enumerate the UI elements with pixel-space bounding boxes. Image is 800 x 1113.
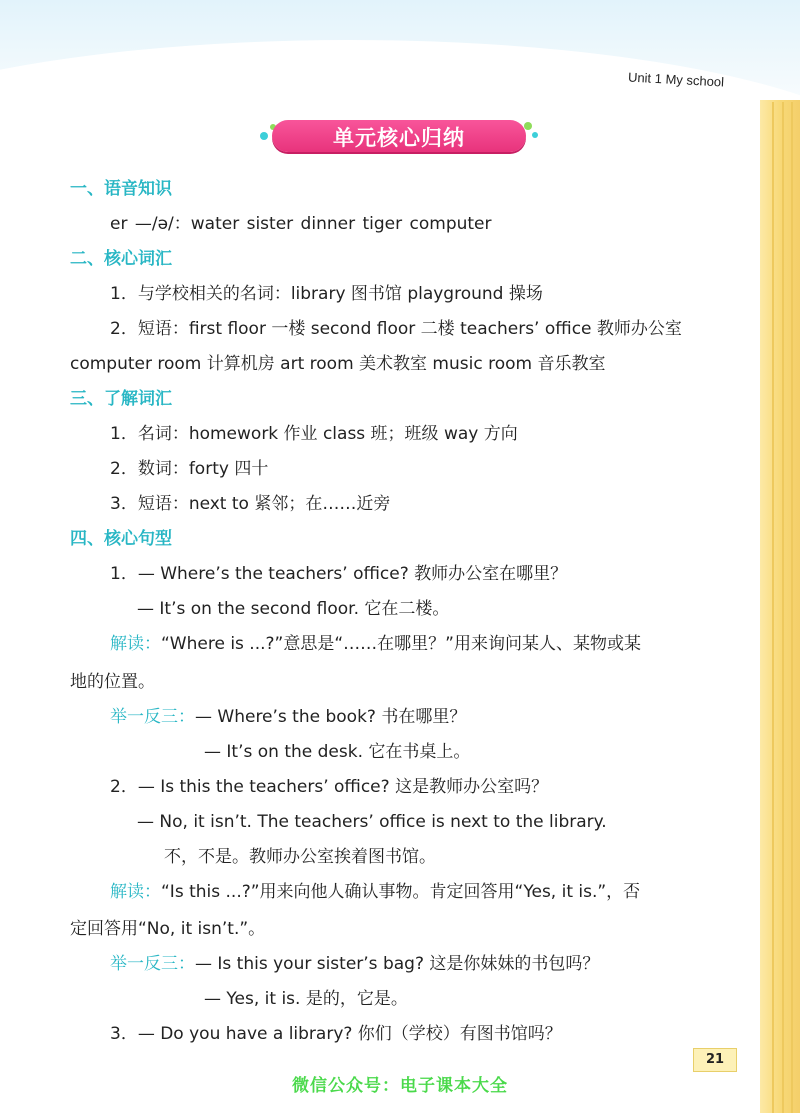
section-banner <box>258 114 540 156</box>
phonics-line: er —/ə/：water sister dinner tiger computer <box>110 214 492 234</box>
example-line: — Yes, it is. 是的，它是。 <box>204 989 408 1009</box>
example-text: — Is this your sister’s bag? 这是你妹妹的书包吗？ <box>195 954 600 974</box>
page-edge-line <box>791 102 793 1113</box>
example-line: — It’s on the desk. 它在书桌上。 <box>204 742 471 762</box>
section-heading-core-vocab: 二、核心词汇 <box>70 249 172 269</box>
vocab-line: 2．短语：first floor 一楼 second floor 二楼 teachers’ office 教师办公室 <box>110 319 682 339</box>
example-line <box>110 953 599 975</box>
sentence-line: 不，不是。教师办公室挨着图书馆。 <box>164 847 436 867</box>
section-heading-extra-vocab: 三、了解词汇 <box>70 389 172 409</box>
example-text: — Where’s the book? 书在哪里？ <box>195 707 467 727</box>
vocab-line: 1．与学校相关的名词：library 图书馆 playground 操场 <box>110 284 543 304</box>
example-line <box>110 706 466 728</box>
analysis-text: “Where is ...?”意思是“……在哪里？”用来询问某人、某物或某 <box>161 634 641 654</box>
section-heading-sentences: 四、核心句型 <box>70 529 172 549</box>
vocab-line: 3．短语：next to 紧邻；在……近旁 <box>110 494 391 514</box>
sentence-line: — It’s on the second floor. 它在二楼。 <box>137 599 450 619</box>
analysis-label: 解读： <box>110 882 161 902</box>
page-edge-line <box>782 102 784 1113</box>
analysis-line: 定回答用“No, it isn’t.”。 <box>70 919 266 939</box>
analysis-line <box>110 881 640 903</box>
watermark-text: 微信公众号：电子课本大全 <box>292 1076 508 1096</box>
vocab-line: 1．名词：homework 作业 class 班；班级 way 方向 <box>110 424 518 444</box>
page-number: 21 <box>693 1048 737 1072</box>
analysis-text: “Is this ...?”用来向他人确认事物。肯定回答用“Yes, it is.”，否 <box>161 882 641 902</box>
unit-header: Unit 1 My school <box>627 69 725 90</box>
analysis-line <box>110 633 641 655</box>
book-page-edge <box>760 100 800 1113</box>
analysis-label: 解读： <box>110 634 161 654</box>
vocab-line: 2．数词：forty 四十 <box>110 459 269 479</box>
sentence-line: 2．— Is this the teachers’ office? 这是教师办公室吗？ <box>110 777 549 797</box>
analysis-line: 地的位置。 <box>70 672 155 692</box>
vocab-line: computer room 计算机房 art room 美术教室 music room 音乐教室 <box>70 354 606 374</box>
sentence-line: 3．— Do you have a library? 你们（学校）有图书馆吗？ <box>110 1024 562 1044</box>
example-label: 举一反三： <box>110 707 195 727</box>
sentence-line: 1．— Where’s the teachers’ office? 教师办公室在哪里？ <box>110 564 568 584</box>
sentence-line: — No, it isn’t. The teachers’ office is next to the library. <box>137 812 607 832</box>
banner-title: 单元核心归纳 <box>333 126 465 150</box>
section-heading-phonics: 一、语音知识 <box>70 179 172 199</box>
example-label: 举一反三： <box>110 954 195 974</box>
page-edge-line <box>772 102 774 1113</box>
